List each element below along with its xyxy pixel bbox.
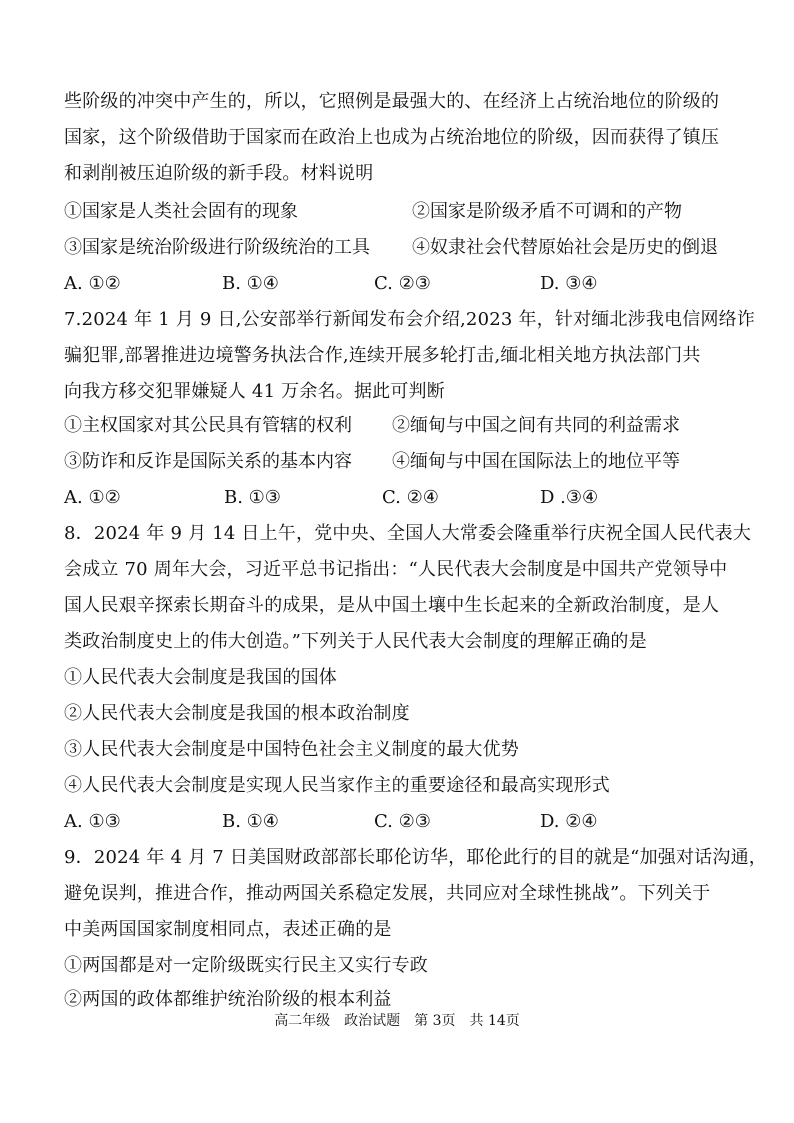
q7-stem-line-1: 7.2024 年 1 月 9 日,公安部举行新闻发布会介绍,2023 年，针对缅北涉我电信网络诈 (64, 309, 756, 330)
q7-answer-d: D .③④ (540, 487, 599, 508)
q9-stem-line-1: 9．2024 年 4 月 7 日美国财政部部长耶伦访华，耶伦此行的目的就是“加强对话沟通， (64, 847, 767, 868)
q6-answer-a: A. ①② (64, 273, 121, 294)
q9-stem-line-2: 避免误判，推进合作，推动两国关系稳定发展，共同应对全球性挑战”。下列关于 (64, 883, 711, 904)
q7-option-2: ②缅甸与中国之间有共同的利益需求 (392, 415, 680, 436)
q8-answer-c: C. ②③ (374, 811, 431, 832)
q6-answer-d: D. ③④ (540, 273, 598, 294)
q8-stem-line-2: 会成立 70 周年大会，习近平总书记指出：“人民代表大会制度是中国共产党领导中 (64, 559, 728, 580)
q9-option-1: ①两国都是对一定阶级既实行民主又实行专政 (64, 955, 428, 976)
q8-stem-line-4: 类政治制度史上的伟大创造。”下列关于人民代表大会制度的理解正确的是 (64, 631, 647, 652)
q6-option-1: ①国家是人类社会固有的现象 (64, 201, 298, 222)
q8-stem-line-3: 国人民艰辛探索长期奋斗的成果，是从中国土壤中生长起来的全新政治制度，是人 (64, 595, 720, 616)
q8-answer-b: B. ①④ (222, 811, 279, 832)
q9-stem-line-3: 中美两国国家制度相同点，表述正确的是 (64, 919, 392, 940)
q8-stem-line-1: 8．2024 年 9 月 14 日上午，党中央、全国人大常委会隆重举行庆祝全国人民代表大 (64, 523, 752, 544)
q8-answer-a: A. ①③ (64, 811, 121, 832)
q8-option-4: ④人民代表大会制度是实现人民当家作主的重要途径和最高实现形式 (64, 775, 610, 796)
q8-answer-d: D. ②④ (540, 811, 598, 832)
q7-stem-line-3: 向我方移交犯罪嫌疑人 41 万余名。据此可判断 (64, 381, 445, 402)
q7-stem-line-2: 骗犯罪,部署推进边境警务执法合作,连续开展多轮打击,缅北相关地方执法部门共 (64, 345, 701, 366)
q8-option-2: ②人民代表大会制度是我国的根本政治制度 (64, 703, 410, 724)
q7-option-3: ③防诈和反诈是国际关系的基本内容 (64, 451, 352, 472)
q7-answer-b: B. ①③ (224, 487, 281, 508)
q6-continuation-line-2: 国家，这个阶级借助于国家而在政治上也成为占统治地位的阶级，因而获得了镇压 (64, 127, 720, 148)
q9-option-2: ②两国的政体都维护统治阶级的根本利益 (64, 989, 392, 1010)
q6-continuation-line-3: 和剥削被压迫阶级的新手段。材料说明 (64, 163, 374, 184)
q7-answer-c: C. ②④ (382, 487, 439, 508)
q6-continuation-line-1: 些阶级的冲突中产生的，所以，它照例是最强大的、在经济上占统治地位的阶级的 (64, 91, 720, 112)
q7-answer-a: A. ①② (64, 487, 121, 508)
q6-option-3: ③国家是统治阶级进行阶级统治的工具 (64, 237, 370, 258)
q6-option-2: ②国家是阶级矛盾不可调和的产物 (412, 201, 682, 222)
q7-option-1: ①主权国家对其公民具有管辖的权利 (64, 415, 352, 436)
q8-option-3: ③人民代表大会制度是中国特色社会主义制度的最大优势 (64, 739, 519, 760)
q6-answer-b: B. ①④ (222, 273, 279, 294)
q6-answer-c: C. ②③ (374, 273, 431, 294)
page-footer: 高二年级 政治试题 第 3页 共 14页 (274, 1013, 520, 1029)
q6-option-4: ④奴隶社会代替原始社会是历史的倒退 (412, 237, 718, 258)
q7-option-4: ④缅甸与中国在国际法上的地位平等 (392, 451, 680, 472)
q8-option-1: ①人民代表大会制度是我国的国体 (64, 667, 337, 688)
